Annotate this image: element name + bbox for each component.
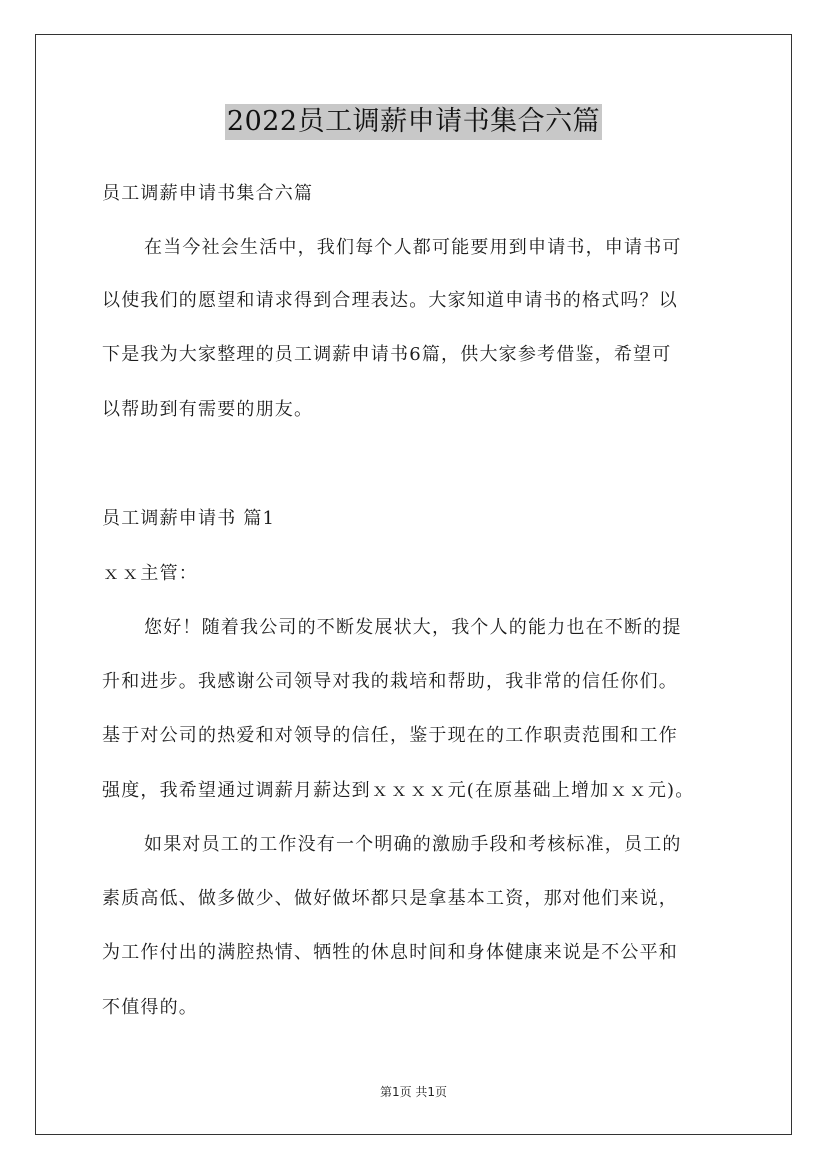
intro-line: 以使我们的愿望和请求得到合理表达。大家知道申请书的格式吗？以 — [102, 290, 678, 311]
paragraph-line: 基于对公司的热爱和对领导的信任，鉴于现在的工作职责范围和工作 — [102, 725, 678, 746]
intro-line: 下是我为大家整理的员工调薪申请书6篇，供大家参考借鉴，希望可 — [102, 344, 672, 365]
intro-line: 在当今社会生活中，我们每个人都可能要用到申请书，申请书可 — [144, 237, 682, 258]
document-title: 2022员工调薪申请书集合六篇 — [225, 104, 602, 140]
salutation: ｘｘ主管： — [102, 563, 198, 584]
section-heading: 员工调薪申请书 篇1 — [102, 508, 276, 529]
page-footer: 第1页 共1页 — [379, 1085, 448, 1099]
paragraph-line: 强度，我希望通过调薪月薪达到ｘｘｘｘ元(在原基础上增加ｘｘ元)。 — [102, 780, 695, 801]
paragraph-line: 您好！随着我公司的不断发展状大，我个人的能力也在不断的提 — [144, 617, 682, 638]
document-subtitle: 员工调薪申请书集合六篇 — [102, 183, 314, 204]
paragraph-line: 如果对员工的工作没有一个明确的激励手段和考核标准，员工的 — [144, 834, 682, 855]
paragraph-line: 为工作付出的满腔热情、牺牲的休息时间和身体健康来说是不公平和 — [102, 942, 678, 963]
paragraph-line: 素质高低、做多做少、做好做坏都只是拿基本工资，那对他们来说， — [102, 888, 678, 909]
intro-line: 以帮助到有需要的朋友。 — [102, 399, 314, 420]
paragraph-line: 升和进步。我感谢公司领导对我的栽培和帮助，我非常的信任你们。 — [102, 671, 678, 692]
paragraph-line: 不值得的。 — [102, 997, 198, 1018]
title-container — [0, 104, 827, 140]
